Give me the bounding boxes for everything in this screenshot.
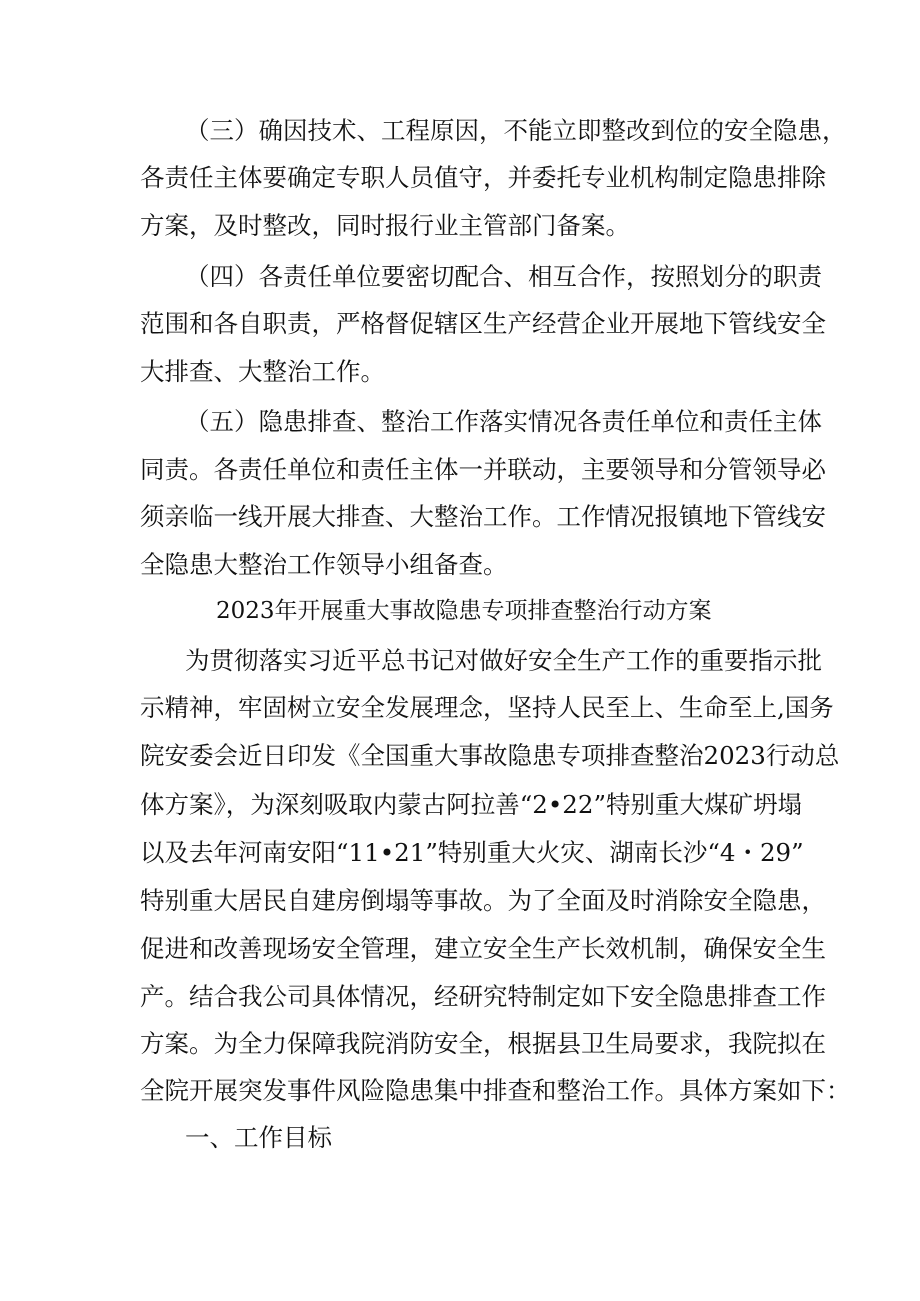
intro-line-6: 特别重大居民自建房倒塌等事故。为了全面及时消除安全隐患， xyxy=(140,886,826,915)
paragraph-4-line-1: （四）各责任单位要密切配合、相互合作，按照划分的职责 xyxy=(185,262,822,291)
intro-line-9: 方案。为全力保障我院消防安全，根据县卫生局要求，我院拟在 xyxy=(140,1029,826,1058)
document-title: 2023年开展重大事故隐患专项排查整治行动方案 xyxy=(216,598,712,624)
paragraph-5-line-4: 全隐患大整治工作领导小组备查。 xyxy=(140,550,508,579)
intro-line-10: 全院开展突发事件风险隐患集中排查和整治工作。具体方案如下： xyxy=(140,1076,851,1105)
section-heading-work-goal: 一、工作目标 xyxy=(185,1123,332,1152)
paragraph-5-line-2: 同责。各责任单位和责任主体一并联动，主要领导和分管领导必 xyxy=(140,455,826,484)
intro-line-2: 示精神，牢固树立安全发展理念，坚持人民至上、生命至上,国务 xyxy=(140,693,834,722)
intro-line-1: 为贯彻落实习近平总书记对做好安全生产工作的重要指示批 xyxy=(185,646,822,675)
paragraph-4-line-3: 大排查、大整治工作。 xyxy=(140,357,385,386)
paragraph-5-line-1: （五）隐患排查、整治工作落实情况各责任单位和责任主体 xyxy=(185,407,822,436)
paragraph-3-line-3: 方案，及时整改，同时报行业主管部门备案。 xyxy=(140,211,630,240)
paragraph-4-line-2: 范围和各自职责，严格督促辖区生产经营企业开展地下管线安全 xyxy=(140,309,826,338)
intro-line-7: 促进和改善现场安全管理，建立安全生产长效机制，确保安全生 xyxy=(140,934,826,963)
paragraph-3-line-1: （三）确因技术、工程原因，不能立即整改到位的安全隐患， xyxy=(185,116,847,145)
paragraph-3-line-2: 各责任主体要确定专职人员值守，并委托专业机构制定隐患排除 xyxy=(140,163,826,192)
intro-line-4: 体方案》，为深刻吸取内蒙古阿拉善“2•22”特别重大煤矿坍塌 xyxy=(140,790,803,819)
intro-line-5: 以及去年河南安阳“11•21”特别重大火灾、湖南长沙“4・29” xyxy=(140,838,804,867)
intro-line-8: 产。结合我公司具体情况，经研究特制定如下安全隐患排查工作 xyxy=(140,982,826,1011)
paragraph-5-line-3: 须亲临一线开展大排查、大整治工作。工作情况报镇地下管线安 xyxy=(140,502,826,531)
intro-line-3: 院安委会近日印发《全国重大事故隐患专项排查整治2023行动总 xyxy=(140,741,840,770)
